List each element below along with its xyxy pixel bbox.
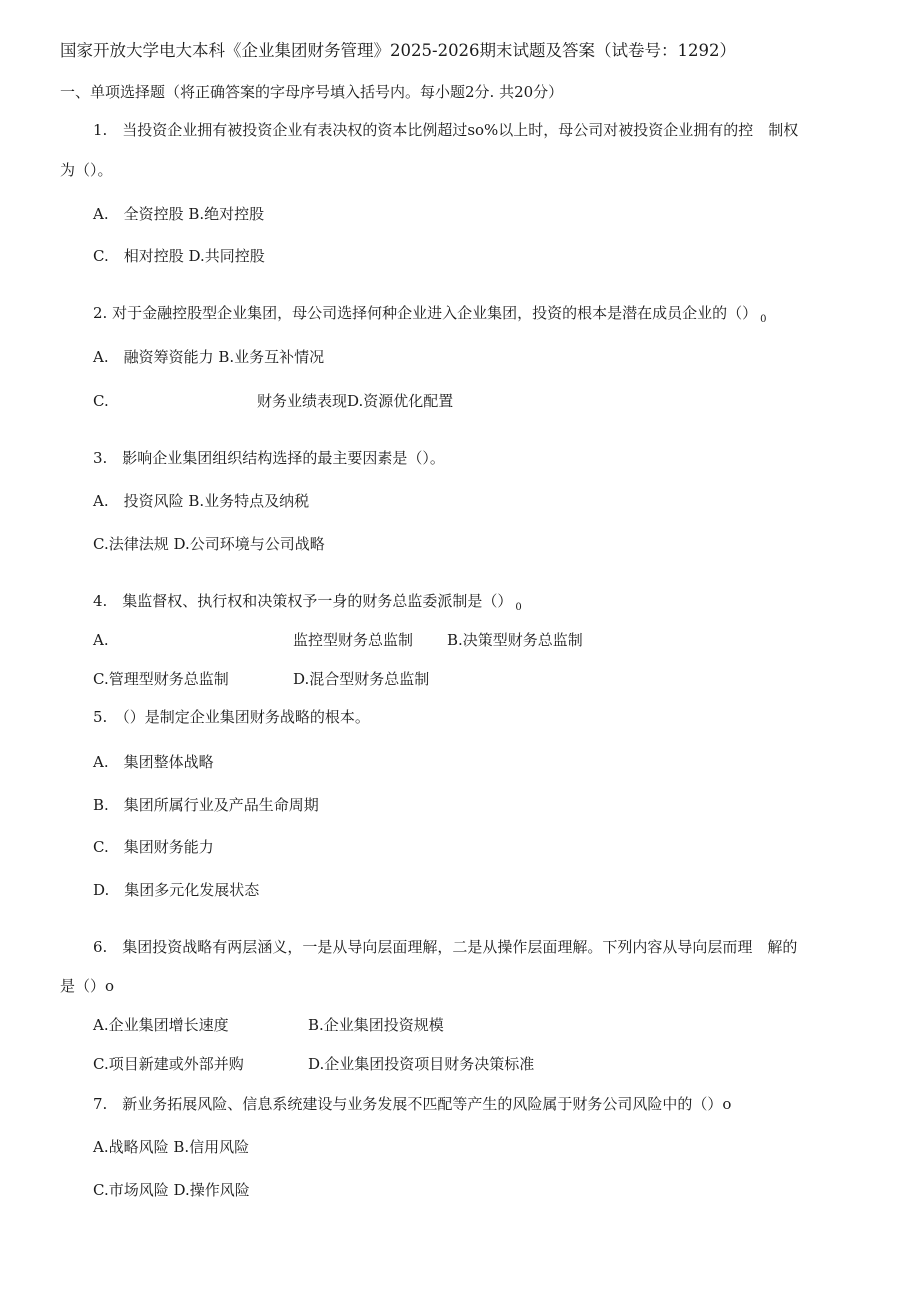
question-1-options-ab: A. 全资控股 B.绝对控股: [93, 205, 265, 223]
question-6-option-d: D.企业集团投资项目财务决策标准: [308, 1055, 535, 1073]
question-3-options-cd: C.法律法规 D.公司环境与公司战略: [93, 535, 325, 553]
question-2-options-cd: 财务业绩表现D.资源优化配置: [257, 392, 454, 410]
question-5-option-c: C. 集团财务能力: [93, 838, 214, 856]
question-6-option-a: A.企业集团增长速度: [93, 1016, 229, 1034]
question-1-options-cd: C. 相对控股 D.共同控股: [93, 247, 265, 265]
question-6-stem: 6. 集团投资战略有两层涵义，一是从导向层面理解，二是从操作层面理解。下列内容从导向层而理 解的: [93, 938, 798, 956]
section-heading: 一、单项选择题（将正确答案的字母序号填入括号内。每小题2分. 共20分）: [60, 83, 564, 101]
question-4-option-a-label: A.: [93, 631, 109, 649]
question-1-stem: 1. 当投资企业拥有被投资企业有表决权的资本比例超过so%以上时，母公司对被投资企业拥有的控 制权: [93, 121, 799, 139]
question-7-options-ab: A.战略风险 B.信用风险: [93, 1138, 250, 1156]
question-4-option-b: B.决策型财务总监制: [447, 631, 583, 649]
question-5-option-b: B. 集团所属行业及产品生命周期: [93, 796, 319, 814]
question-4-stem-text: 4. 集监督权、执行权和决策权予一身的财务总监委派制是（）: [93, 592, 513, 610]
question-2-stem: [93, 303, 766, 330]
question-4-option-d: D.混合型财务总监制: [293, 670, 430, 688]
question-5-stem: 5. （）是制定企业集团财务战略的根本。: [93, 708, 370, 726]
question-4-option-c: C.管理型财务总监制: [93, 670, 229, 688]
question-7-options-cd: C.市场风险 D.操作风险: [93, 1181, 250, 1199]
question-6-stem-cont: 是（）o: [60, 977, 115, 995]
question-3-stem: 3. 影响企业集团组织结构选择的最主要因素是（）。: [93, 449, 445, 467]
question-7-stem: 7. 新业务拓展风险、信息系统建设与业务发展不匹配等产生的风险属于财务公司风险中的（）o: [93, 1095, 732, 1113]
question-3-options-ab: A. 投资风险 B.业务特点及纳税: [93, 492, 310, 510]
question-4-stem: [93, 591, 522, 618]
question-2-stem-mark: 0: [760, 314, 767, 325]
question-5-option-d: D. 集团多元化发展状态: [93, 881, 260, 899]
question-6-option-c: C.项目新建或外部并购: [93, 1055, 244, 1073]
question-2-option-c-label: C.: [93, 392, 109, 410]
document-title: 国家开放大学电大本科《企业集团财务管理》2025-2026期末试题及答案（试卷号：1292）: [60, 41, 737, 60]
question-2-options-ab: A. 融资筹资能力 B.业务互补情况: [93, 348, 325, 366]
question-4-stem-mark: 0: [515, 602, 522, 613]
question-5-option-a: A. 集团整体战略: [93, 753, 214, 771]
question-2-stem-text: 2. 对于金融控股型企业集团，母公司选择何种企业进入企业集团，投资的根本是潜在成员企业的（）: [93, 304, 758, 322]
question-4-option-a: 监控型财务总监制: [293, 631, 414, 649]
question-1-stem-cont: 为（）。: [60, 161, 113, 179]
question-6-option-b: B.企业集团投资规模: [308, 1016, 444, 1034]
